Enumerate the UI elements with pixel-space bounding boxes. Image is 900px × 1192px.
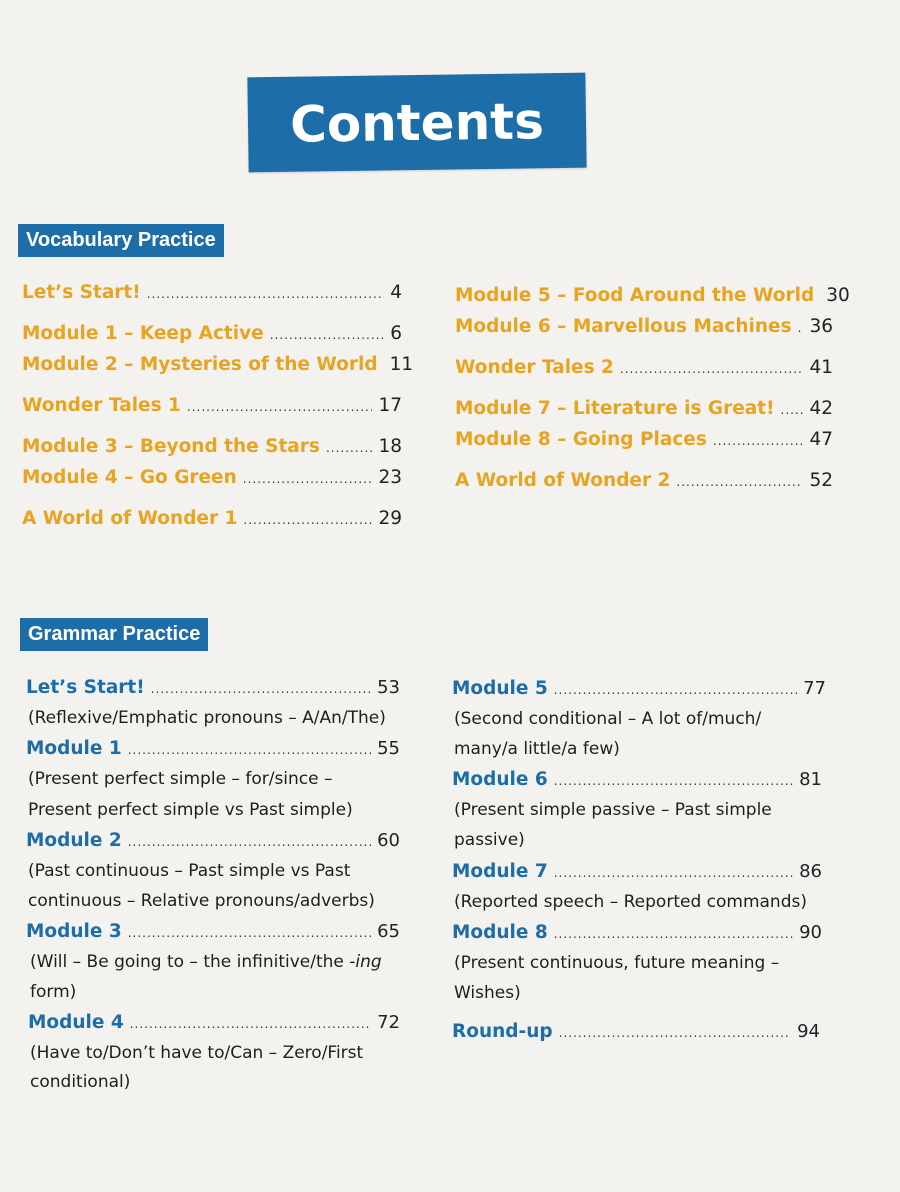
entry-description: Present perfect simple vs Past simple) [28, 800, 353, 820]
entry-title: Module 5 – Food Around the World [455, 285, 815, 306]
vocab-entry[interactable] [22, 354, 414, 375]
vocab-entry[interactable] [455, 470, 833, 491]
entry-page: 90 [799, 922, 822, 943]
entry-description: continuous – Relative pronouns/adverbs) [28, 891, 375, 911]
entry-page: 86 [799, 861, 822, 882]
entry-description: (Will – Be going to – the infinitive/the -ing [30, 952, 382, 972]
grammar-entry[interactable] [452, 1021, 820, 1042]
entry-title: Module 7 – Literature is Great! [455, 398, 775, 419]
entry-page: 72 [377, 1012, 400, 1033]
entry-title: Let’s Start! [22, 282, 141, 303]
entry-title: A World of Wonder 2 [455, 470, 671, 491]
vocab-entry[interactable] [455, 285, 850, 306]
entry-title: Module 6 [452, 769, 548, 790]
entry-title: Wonder Tales 2 [455, 357, 614, 378]
entry-title: Wonder Tales 1 [22, 395, 181, 416]
entry-title: A World of Wonder 1 [22, 508, 238, 529]
entry-page: 29 [378, 508, 402, 529]
vocab-entry[interactable] [22, 467, 402, 488]
entry-description: (Present simple passive – Past simple [454, 800, 772, 820]
entry-title: Module 8 – Going Places [455, 429, 707, 450]
entry-title: Module 4 – Go Green [22, 467, 237, 488]
entry-title: Let’s Start! [26, 677, 145, 698]
entry-title: Module 6 – Marvellous Machines [455, 316, 792, 337]
grammar-entry[interactable] [28, 1012, 400, 1033]
page-title: Contents [247, 73, 586, 173]
vocabulary-section-label: Vocabulary Practice [18, 224, 224, 257]
grammar-entry[interactable] [26, 677, 400, 698]
entry-description: (Second conditional – A lot of/much/ [454, 709, 762, 729]
entry-page: 77 [803, 678, 826, 699]
grammar-entry[interactable] [452, 922, 822, 943]
entry-description: (Present perfect simple – for/since – [28, 769, 333, 789]
entry-page: 65 [377, 921, 400, 942]
entry-title: Module 3 [26, 921, 122, 942]
entry-title: Module 1 – Keep Active [22, 323, 264, 344]
entry-page: 55 [377, 738, 400, 759]
entry-page: 94 [797, 1021, 820, 1042]
entry-page: 6 [390, 323, 402, 344]
entry-page: 42 [809, 398, 833, 419]
grammar-entry[interactable] [26, 830, 400, 851]
entry-description: (Present continuous, future meaning – [454, 953, 780, 973]
grammar-section-label: Grammar Practice [20, 618, 208, 651]
entry-description: (Past continuous – Past simple vs Past [28, 861, 351, 881]
entry-title: Module 5 [452, 678, 548, 699]
entry-title: Module 1 [26, 738, 122, 759]
vocab-entry[interactable] [455, 429, 833, 450]
entry-page: 17 [378, 395, 402, 416]
entry-page: 60 [377, 830, 400, 851]
vocab-entry[interactable] [22, 436, 402, 457]
entry-page: 53 [377, 677, 400, 698]
entry-page: 36 [809, 316, 833, 337]
grammar-entry[interactable] [452, 769, 822, 790]
entry-title: Module 4 [28, 1012, 124, 1033]
entry-description: (Reflexive/Emphatic pronouns – A/An/The) [28, 708, 386, 728]
grammar-entry[interactable] [452, 861, 822, 882]
entry-title: Module 3 – Beyond the Stars [22, 436, 320, 457]
entry-page: 11 [389, 354, 414, 375]
entry-page: 4 [390, 282, 402, 303]
entry-title: Module 8 [452, 922, 548, 943]
entry-title: Module 2 [26, 830, 122, 851]
entry-description: many/a little/a few) [454, 739, 620, 759]
entry-description: Wishes) [454, 983, 521, 1003]
entry-page: 52 [809, 470, 833, 491]
vocab-entry[interactable] [455, 398, 833, 419]
entry-description: (Reported speech – Reported commands) [454, 892, 807, 912]
entry-page: 23 [378, 467, 402, 488]
entry-title: Round-up [452, 1021, 553, 1042]
vocab-entry[interactable] [455, 316, 833, 337]
vocab-entry[interactable] [22, 395, 402, 416]
entry-page: 81 [799, 769, 822, 790]
entry-page: 47 [809, 429, 833, 450]
grammar-entry[interactable] [26, 921, 400, 942]
vocab-entry[interactable] [22, 323, 402, 344]
entry-description: passive) [454, 830, 525, 850]
grammar-entry[interactable] [26, 738, 400, 759]
entry-description: (Have to/Don’t have to/Can – Zero/First [30, 1043, 364, 1063]
entry-description: form) [30, 982, 77, 1002]
vocab-entry[interactable] [455, 357, 833, 378]
entry-title: Module 7 [452, 861, 548, 882]
entry-page: 18 [378, 436, 402, 457]
vocab-entry[interactable] [22, 508, 402, 529]
vocab-entry[interactable] [22, 282, 402, 303]
grammar-entry[interactable] [452, 678, 826, 699]
entry-page: 41 [809, 357, 833, 378]
entry-description: conditional) [30, 1072, 131, 1092]
entry-title: Module 2 – Mysteries of the World [22, 354, 378, 375]
entry-page: 30 [826, 285, 850, 306]
